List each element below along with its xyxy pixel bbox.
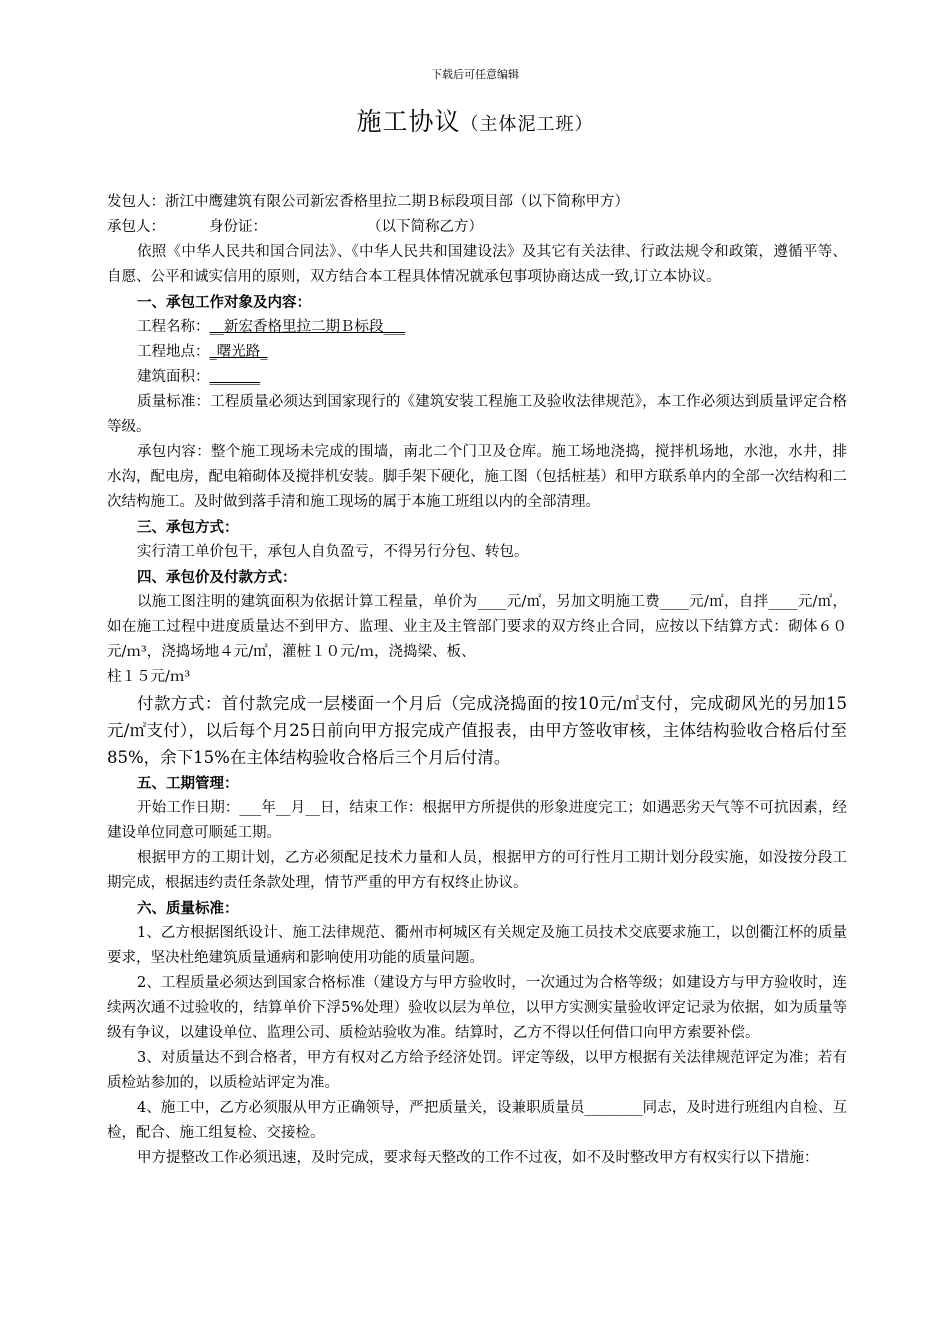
payment-terms: 付款方式：首付款完成一层楼面一个月后（完成浇捣面的按10元/㎡支付，完成砌风光的另加15元/㎡支付），以后每个月25日前向甲方报完成产值报表，由甲方签收审核，主体结构验收合格后付至85%，余下15%在主体结构验收合格后三个月后付清。	[107, 694, 847, 767]
quality-item-1: 1、乙方根据图纸设计、施工法律规范、衢州市柯城区有关规定及施工员技术交底要求施工，以创衢江杯的质量要求，坚决杜绝建筑质量通病和影响使用功能的质量问题。	[107, 925, 847, 966]
section-4-heading: 四、承包价及付款方式：	[137, 569, 297, 586]
header-note: 下载后可任意编辑	[431, 68, 519, 81]
document-title	[0, 102, 950, 138]
building-area-line	[107, 365, 847, 390]
section-5-heading: 五、工期管理：	[137, 775, 239, 792]
section-1-heading: 一、承包工作对象及内容：	[137, 294, 311, 311]
section-3-heading: 三、承包方式：	[137, 519, 239, 536]
subcontractor-line	[107, 215, 847, 240]
sub-suffix: （以下简称乙方）	[367, 219, 483, 235]
quality-item-3: 3、对质量达不到合格者，甲方有权对乙方给予经济处罚。评定等级，以甲方根据有关法律规范评定为准；若有质检站参加的，以质检站评定为准。	[107, 1050, 847, 1091]
price-terms: 以施工图注明的建筑面积为依据计算工程量，单价为____元/㎡，另加文明施工费____元/㎡，自拌____元/㎡，如在施工过程中进度质量达不到甲方、监理、业主及主管部门要求的双方终止合同，应按以下结算方式：砌体６０元/ｍ³，浇捣场地４元/㎡，灌桩１０元/ｍ，浇捣梁、板、	[107, 594, 847, 660]
title-sub: （主体泥工班）	[460, 114, 594, 135]
sub-label: 承包人：	[107, 219, 165, 235]
contract-method: 实行清工单价包干，承包人自负盈亏，不得另行分包、转包。	[137, 544, 529, 560]
project-location-value: _曙光路_	[209, 344, 268, 360]
project-name-line	[107, 315, 847, 340]
project-location-label: 工程地点：	[137, 344, 210, 360]
document-body	[107, 190, 847, 1171]
quality-item-5: 甲方提整改工作必须迅速，及时完成，要求每天整改的工作不过夜，如不及时整改甲方有权实行以下措施：	[137, 1150, 819, 1166]
price-terms-tail: 柱１５元/ｍ³	[107, 669, 191, 685]
quality-standard: 质量标准：工程质量必须达到国家现行的《建筑安装工程施工及验收法律规范》，本工作必须达到质量评定合格等级。	[107, 394, 847, 435]
building-area-value: _______	[209, 369, 261, 385]
contract-scope: 承包内容：整个施工现场未完成的围墙，南北二个门卫及仓库。施工场地浇捣，搅拌机场地，水池，水井，排水沟，配电房，配电箱砌体及搅拌机安装。脚手架下硬化，施工图（包括桩基）和甲方联系单内的全部一次结构和二次结构施工。及时做到落手清和施工现场的属于本施工班组以内的全部清理。	[107, 444, 847, 510]
building-area-label: 建筑面积：	[137, 369, 210, 385]
schedule-start: 开始工作日期：___年__月__日，结束工作：根据甲方所提供的形象进度完工；如遇恶劣天气等不可抗因素，经建设单位同意可顺延工期。	[107, 800, 847, 841]
project-name-label: 工程名称：	[137, 319, 210, 335]
quality-item-4: 4、施工中，乙方必须服从甲方正确领导，严把质量关，设兼职质量员________同志，及时进行班组内自检、互检，配合、施工组复检、交接检。	[107, 1100, 847, 1141]
title-main: 施工协议	[356, 107, 461, 136]
schedule-plan: 根据甲方的工期计划，乙方必须配足技术力量和人员，根据甲方的可行性月工期计划分段实施，如没按分段工期完成，根据违约责任条款处理，情节严重的甲方有权终止协议。	[107, 850, 847, 891]
id-label: 身份证：	[209, 219, 267, 235]
project-location-line	[107, 340, 847, 365]
section-6-heading: 六、质量标准：	[137, 900, 239, 917]
preamble: 依照《中华人民共和国合同法》、《中华人民共和国建设法》及其它有关法律、行政法规令和政策，遵循平等、自愿、公平和诚实信用的原则，双方结合本工程具体情况就承包事项协商达成一致,订立本协议。	[107, 244, 847, 285]
quality-item-2: 2、工程质量必须达到国家合格标准（建设方与甲方验收时，一次通过为合格等级；如建设方与甲方验收时，连续两次通不过验收的，结算单价下浮5%处理）验收以层为单位，以甲方实测实量验收评定记录为依据，如为质量等级有争议，以建设单位、监理公司、质检站验收为准。结算时，乙方不得以任何借口向甲方索要补偿。	[107, 975, 847, 1041]
contractor-line: 发包人：浙江中鹰建筑有限公司新宏香格里拉二期Ｂ标段项目部（以下简称甲方）	[107, 194, 629, 210]
project-name-value: __新宏香格里拉二期Ｂ标段___	[209, 319, 406, 335]
